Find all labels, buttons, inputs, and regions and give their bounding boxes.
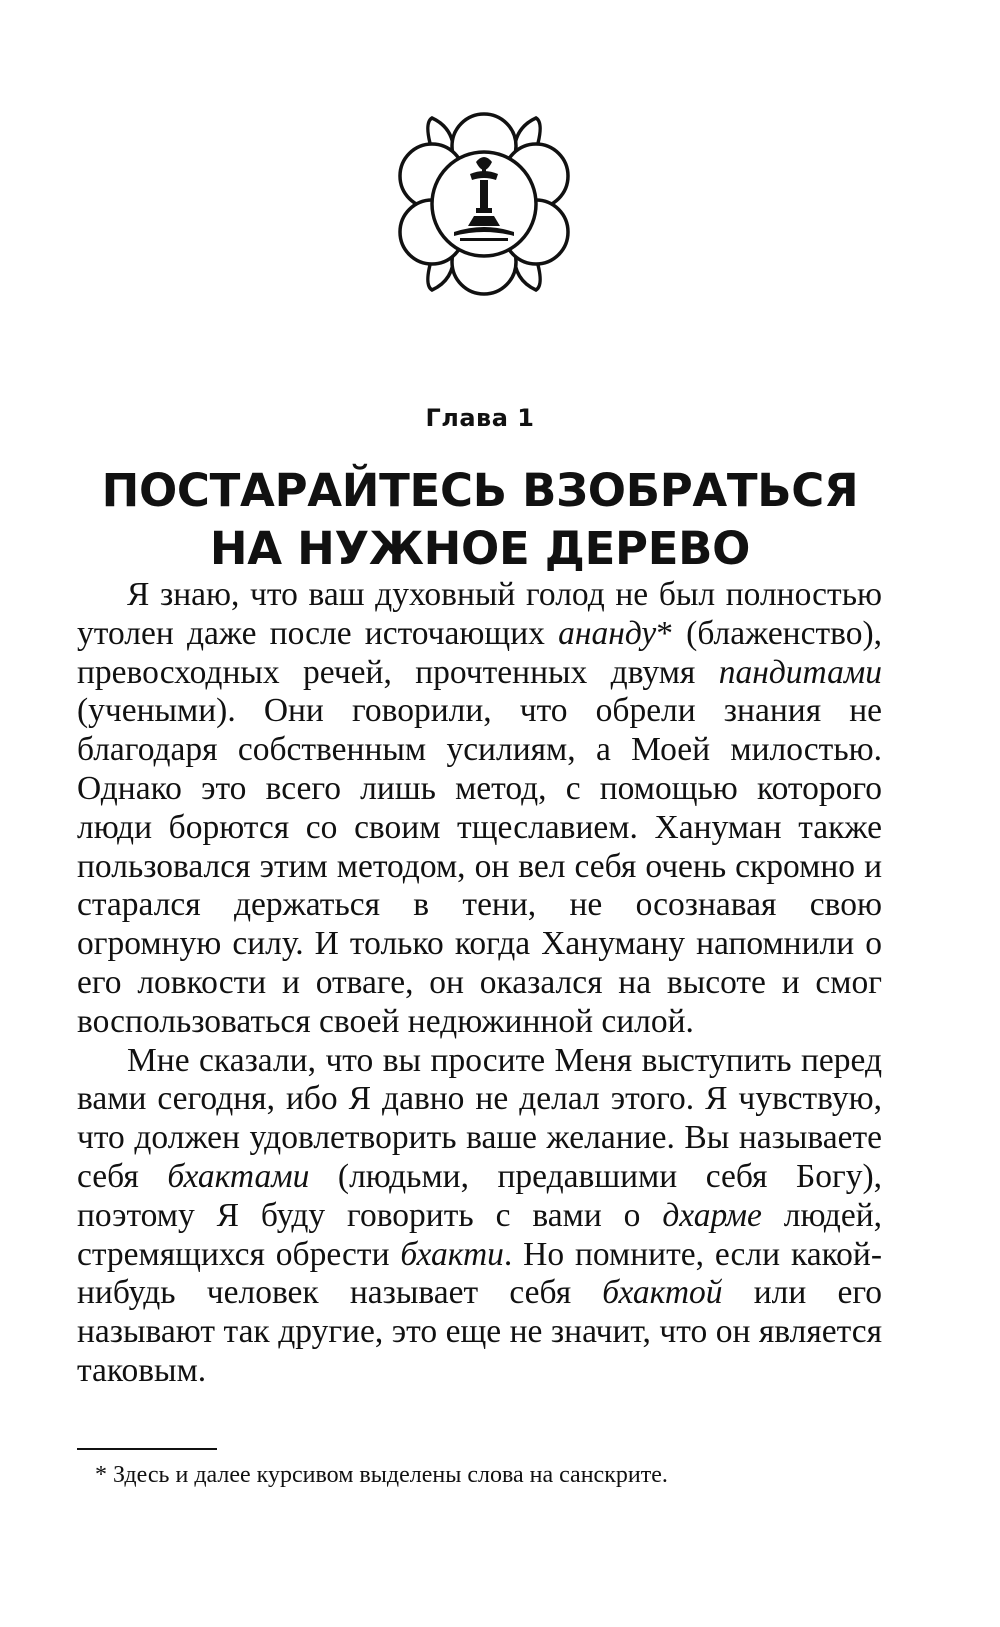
chapter-title <box>0 462 960 578</box>
paragraph-2 <box>77 1042 882 1391</box>
text-run: Я знаю, что ваш духовный голод не был полностью утолен даже после источающих <box>77 576 882 652</box>
paragraph-1 <box>77 576 882 1042</box>
sanskrit-term: ананду <box>558 614 657 652</box>
sanskrit-term: дхарме <box>662 1196 762 1234</box>
sanskrit-term: пандитами <box>718 653 882 691</box>
text-run: (людьми, предавшими себя Богу), поэтому Я буду говорить с вами о <box>77 1157 883 1234</box>
footnote: * Здесь и далее курсивом выделены слова на санскрите. <box>95 1462 668 1488</box>
body-text <box>77 576 882 1391</box>
sanskrit-term: бхактами <box>167 1157 310 1195</box>
text-run: людей, стремящихся обрести <box>77 1196 882 1273</box>
sanskrit-term: бхактой <box>602 1274 723 1312</box>
lotus-lamp-emblem-icon <box>384 104 584 304</box>
text-run: * (блаженство), превосходных речей, прочтенных двумя <box>77 614 882 691</box>
text-run: или его называют так другие, это еще не значит, что он является таковым. <box>77 1274 882 1389</box>
text-run: (учеными). Они говорили, что обрели знания не благодаря собственным усилиям, а Моей милостью. Однако это всего лишь метод, с помощью которого люди борются со своим тщеславием. Хануман также пользовался этим методом, он вел себя очень скромно и старался держаться в тени, не осознавая свою огромную силу. И только когда Хануману напомнили о его ловкости и отваге, он оказался на высоте и смог воспользоваться своей недюжинной силой. <box>77 692 882 1040</box>
text-run: . Но помните, если какой-нибудь человек называет себя <box>77 1235 882 1312</box>
chapter-title-line-1: ПОСТАРАЙТЕСЬ ВЗОБРАТЬСЯ <box>101 464 859 517</box>
footnote-divider <box>77 1448 217 1450</box>
chapter-title-line-2: НА НУЖНОЕ ДЕРЕВО <box>209 522 751 575</box>
chapter-label: Глава 1 <box>425 404 535 432</box>
sanskrit-term: бхакти <box>400 1235 504 1273</box>
text-run: Мне сказали, что вы просите Меня выступить перед вами сегодня, ибо Я давно не делал этого. Я чувствую, что должен удовлетворить ваше желание. Вы называете себя <box>77 1041 882 1195</box>
